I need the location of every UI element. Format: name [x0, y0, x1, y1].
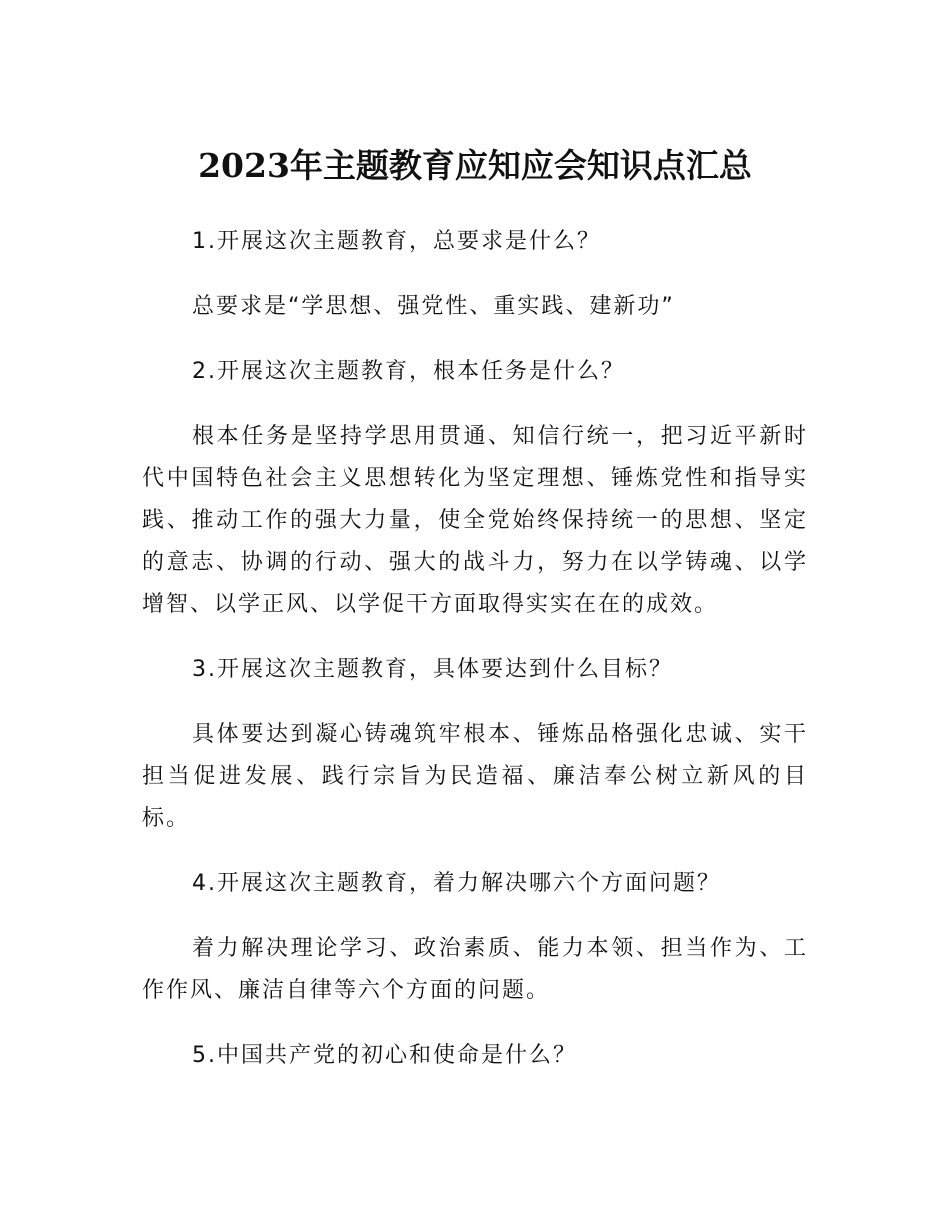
document-body	[142, 221, 808, 1100]
question-2: 2.开展这次主题教育，根本任务是什么？	[192, 359, 625, 384]
question-3: 3.开展这次主题教育，具体要达到什么目标？	[192, 657, 673, 682]
answer-3: 具体要达到凝心铸魂筑牢根本、锤炼品格强化忠诚、实干担当促进发展、践行宗旨为民造福、廉洁奉公树立新风的目标。	[142, 722, 808, 831]
question-4: 4.开展这次主题教育，着力解决哪六个方面问题？	[192, 871, 721, 896]
answer-4: 着力解决理论学习、政治素质、能力本领、担当作为、工作作风、廉洁自律等六个方面的问题。	[142, 936, 808, 1003]
answer-1: 总要求是“学思想、强党性、重实践、建新功”	[192, 294, 675, 319]
question-5: 5.中国共产党的初心和使命是什么？	[192, 1043, 577, 1068]
question-1: 1.开展这次主题教育，总要求是什么？	[192, 229, 601, 254]
answer-2: 根本任务是坚持学思用贯通、知信行统一，把习近平新时代中国特色社会主义思想转化为坚定理想、锤炼党性和指导实践、推动工作的强大力量，使全党始终保持统一的思想、坚定的意志、协调的行动、强大的战斗力，努力在以学铸魂、以学增智、以学正风、以学促干方面取得实实在在的成效。	[142, 424, 808, 617]
document-title: 2023年主题教育应知应会知识点汇总	[198, 146, 752, 185]
